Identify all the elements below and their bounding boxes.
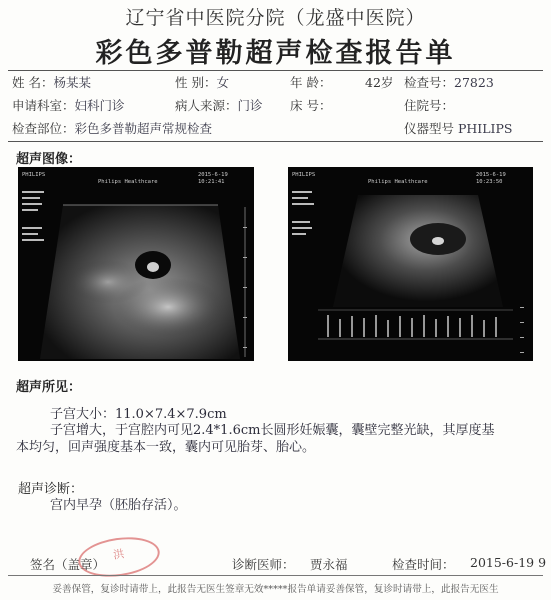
diagnosis-label: 超声诊断： <box>18 482 84 497</box>
exam-time-label: 检查时间： <box>392 557 455 572</box>
age-label: 年 龄： <box>290 75 332 90</box>
diagnosis-text: 宫内早孕（胚胎存活）。 <box>50 498 187 513</box>
source-value: 门诊 <box>237 98 263 113</box>
doctor-label: 诊断医师： <box>232 557 295 572</box>
report-title: 彩色多普勒超声检查报告单 <box>95 38 456 69</box>
hospital-name: 辽宁省中医院分院（龙盛中医院） <box>125 7 426 29</box>
ultrasound-scan-left <box>18 167 254 361</box>
age-field <box>290 73 331 91</box>
ultrasound-image-right <box>288 167 533 361</box>
footer-divider <box>8 575 543 576</box>
right-brand: PHILIPS <box>292 172 316 178</box>
bed-field <box>290 96 331 114</box>
device-field <box>404 119 512 137</box>
info-divider <box>8 141 543 142</box>
dept-value: 妇科门诊 <box>74 98 125 113</box>
dept-label: 申请科室： <box>12 98 75 113</box>
findings-label: 超声所见： <box>16 380 82 395</box>
exam-no-label: 检查号： <box>404 75 455 90</box>
gender-label: 性 别： <box>175 75 217 90</box>
name-field <box>12 73 91 91</box>
inpatient-label: 住院号： <box>404 98 455 113</box>
device-value: PHILIPS <box>458 121 513 136</box>
ultrasound-image-left <box>18 167 254 361</box>
right-date: 2015-6-19 <box>476 172 506 178</box>
dept-field <box>12 96 125 114</box>
exam-time-value: 2015-6-19 9 <box>470 555 547 570</box>
site-label: 检查部位： <box>12 121 75 136</box>
name-value: 杨某某 <box>53 75 91 90</box>
finding-line-1: 子宫大小：11.0×7.4×7.9cm <box>50 407 227 422</box>
header-divider <box>8 70 543 71</box>
footer-notice: 妥善保管，复诊时请带上，此报告无医生签章无效*****报告单请妥善保管，复诊时请带上，此报告无医生 <box>52 584 499 595</box>
age-value: 42岁 <box>365 75 394 90</box>
stamp-text: 洪 <box>112 547 126 562</box>
left-brand: PHILIPS <box>22 172 46 178</box>
finding-line-3: 本均匀，回声强度基本一致，囊内可见胎芽、胎心。 <box>16 440 316 455</box>
inpatient-field <box>404 96 454 114</box>
doctor-value: 贾永福 <box>310 557 348 572</box>
exam-no-value: 27823 <box>454 75 494 90</box>
bed-label: 床 号： <box>290 98 332 113</box>
right-time: 10:23:50 <box>476 179 503 185</box>
sign-label: 签名（盖章） <box>30 557 106 572</box>
gender-field <box>175 73 229 91</box>
images-label: 超声图像： <box>16 152 82 167</box>
ultrasound-scan-right <box>288 167 533 361</box>
left-date: 2015-6-19 <box>198 172 228 178</box>
name-label: 姓 名： <box>12 75 54 90</box>
left-overlay: Philips Healthcare <box>98 179 158 185</box>
device-label: 仪器型号 <box>404 121 455 136</box>
source-label: 病人来源： <box>175 98 238 113</box>
left-time: 10:21:41 <box>198 179 225 185</box>
doctor-field <box>232 555 295 573</box>
gender-value: 女 <box>216 75 229 90</box>
site-field <box>12 119 212 137</box>
finding-line-2: 子宫增大，于宫腔内可见2.4*1.6cm长圆形妊娠囊，囊壁完整光缺，其厚度基 <box>50 423 495 438</box>
source-field <box>175 96 263 114</box>
site-value: 彩色多普勒超声常规检查 <box>74 121 213 136</box>
right-overlay: Philips Healthcare <box>368 179 428 185</box>
exam-no-field <box>404 73 494 91</box>
